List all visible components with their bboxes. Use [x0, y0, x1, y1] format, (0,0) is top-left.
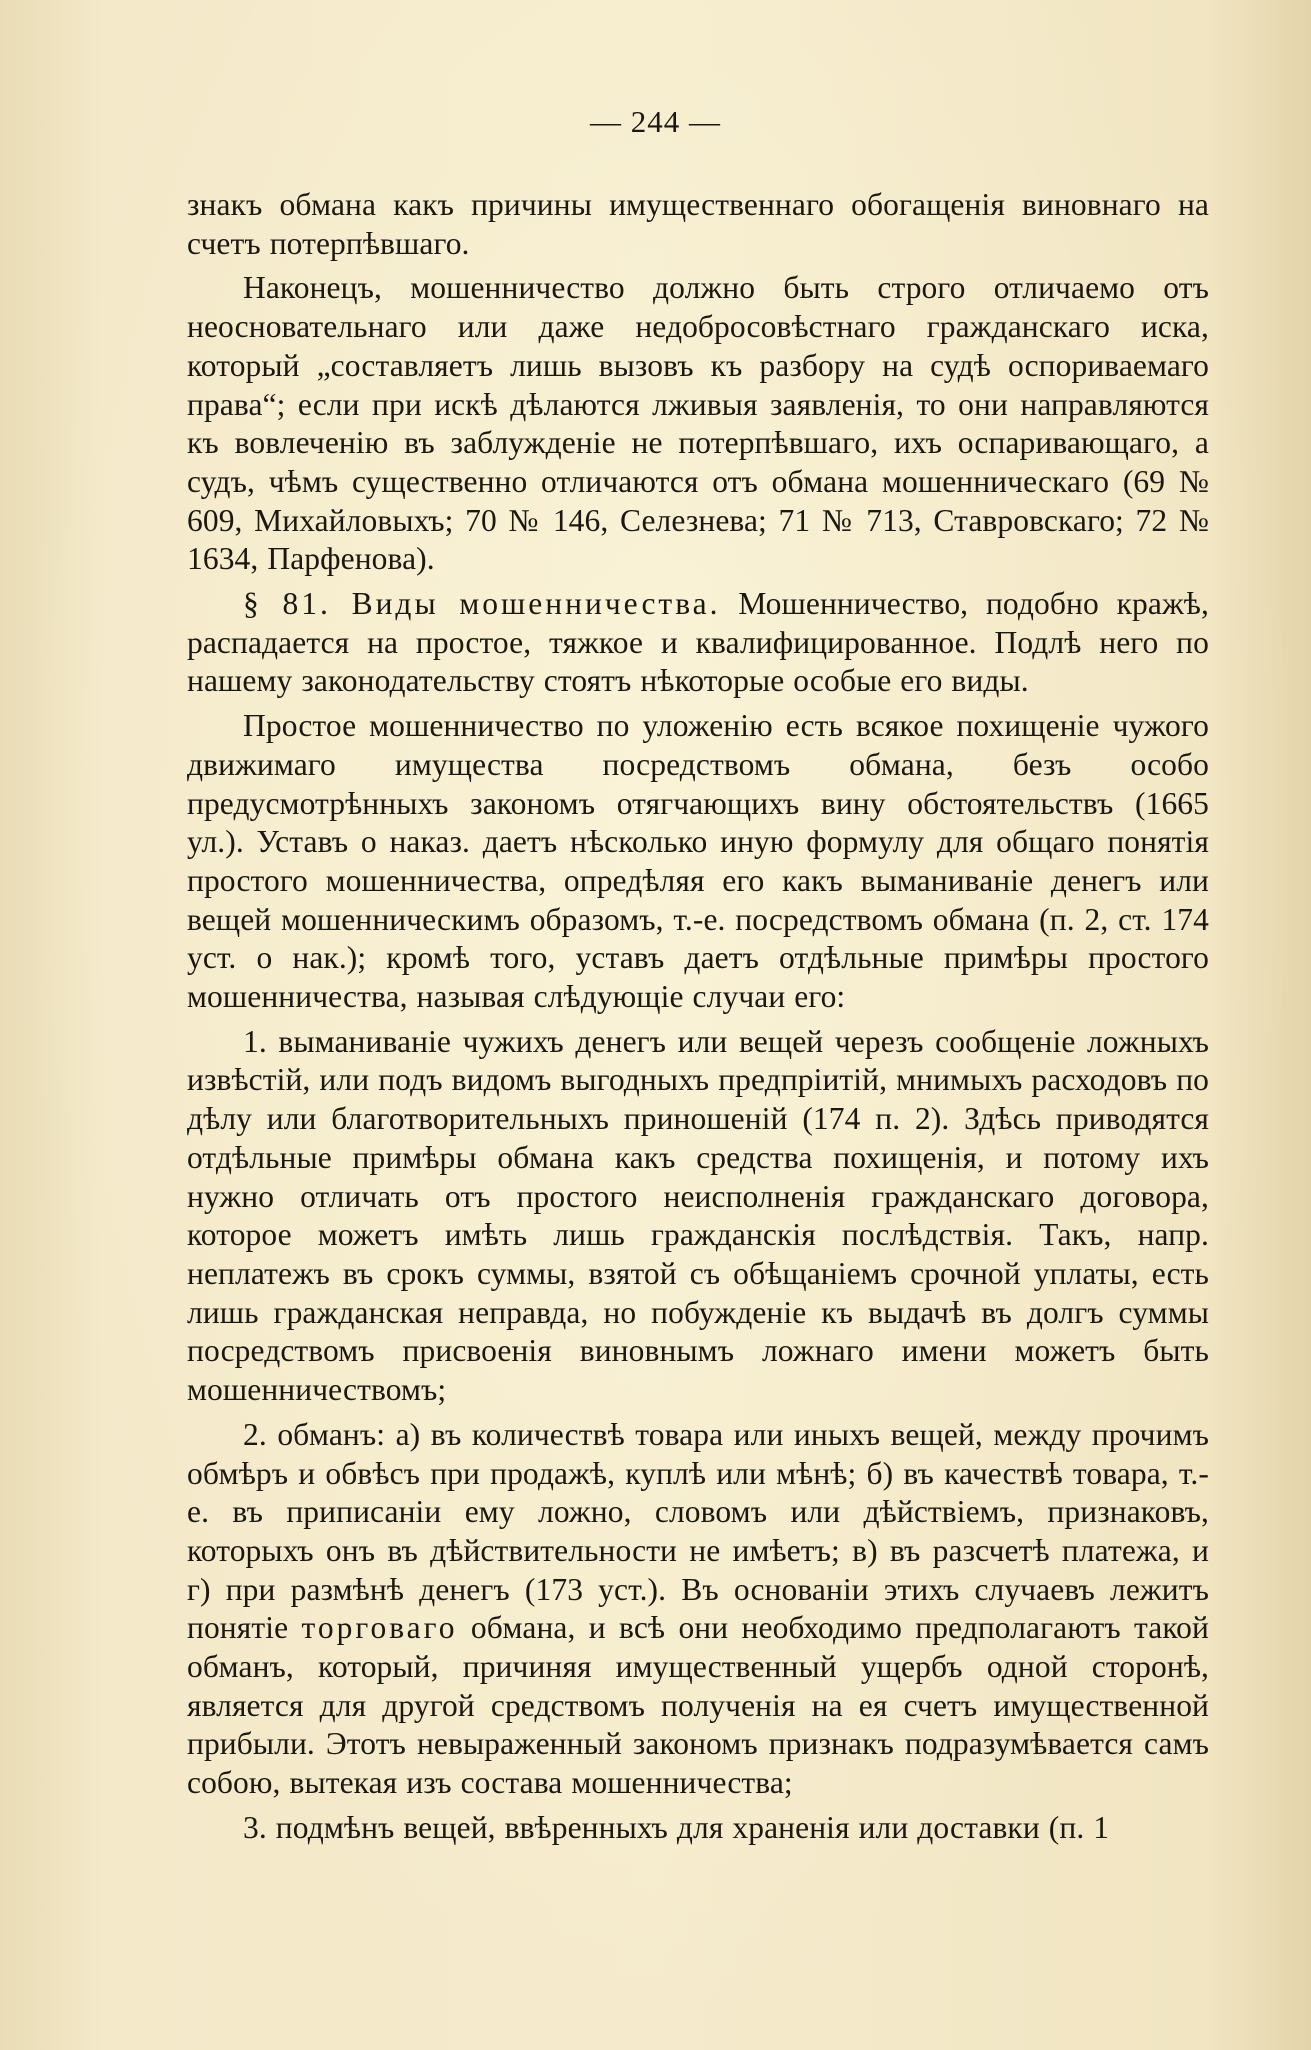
list-item: 3. подмѣнъ вещей, ввѣренныхъ для храненія или доставки (п. 1	[243, 1809, 1110, 1845]
page-number: — 244 —	[590, 104, 721, 139]
list-item: 1. выманиваніе чужихъ денегъ или вещей черезъ сообщеніе ложныхъ извѣстій, или подъ видомъ выгодныхъ предпріитій, мнимыхъ расходовъ по дѣлу или благотворительныхъ приношеній (174 п. 2). Здѣсь приводятся отдѣльные примѣры обмана какъ средства похищенія, и потому ихъ нужно отличать отъ простого неисполненія гражданскаго договора, которое можетъ имѣть лишь гражданскія послѣдствія. Такъ, напр. неплатежъ въ срокъ суммы, взятой съ обѣщаніемъ срочной уплаты, есть лишь гражданская неправда, но побужденіе къ выдачѣ въ долгъ суммы посредствомъ присвоенія виновнымъ ложнаго имени можетъ быть мошенничествомъ;	[187, 1023, 1209, 1408]
section-paragraph	[187, 585, 1209, 701]
list-item-text: 2. обманъ: а) въ количествѣ товара или иныхъ вещей, между прочимъ обмѣръ и обвѣсъ при продажѣ, куплѣ или мѣнѣ; б) въ качествѣ товара, т.-е. въ приписаніи ему ложно, словомъ или дѣйствіемъ, признаковъ, которыхъ онъ въ дѣйствительности не имѣетъ; в) въ разсчетѣ платежа, и г) при размѣнѣ денегъ (173 уст.). Въ основаніи этихъ случаевъ лежитъ понятіе	[187, 1416, 1209, 1646]
section-text: Мошенничество, подобно кражѣ, распадается на простое, тяжкое и квалифицированное. Подлѣ него по нашему законодательству стоятъ нѣкоторые особые его виды.	[187, 586, 1209, 699]
page-body	[187, 186, 1209, 1848]
paragraph: Наконецъ, мошенничество должно быть строго отличаемо отъ неосновательнаго или даже недобросовѣстнаго гражданскаго иска, который „составляетъ лишь вызовъ къ разбору на судѣ оспориваемаго права“; если при искѣ дѣлаются лживыя заявленія, то они направляются къ вовлеченію въ заблужденіе не потерпѣвшаго, ихъ оспаривающаго, а судъ, чѣмъ существенно отличаются отъ обмана мошенническаго (69 № 609, Михайловыхъ; 70 № 146, Селезнева; 71 № 713, Ставровскаго; 72 № 1634, Парфенова).	[187, 270, 1209, 577]
emphasized-term: торговаго	[301, 1610, 458, 1646]
paragraph: Простое мошенничество по уложенію есть всякое похищеніе чужого движимаго имущества посредствомъ обмана, безъ особо предусмотрѣнныхъ закономъ отягчающихъ вину обстоятельствъ (1665 ул.). Уставъ о наказ. даетъ нѣсколько иную формулу для общаго понятія простого мошенничества, опредѣляя его какъ выманиваніе денегъ или вещей мошенническимъ образомъ, т.-е. посредствомъ обмана (п. 2, ст. 174 уст. о нак.); кромѣ того, уставъ даетъ отдѣльные примѣры простого мошенничества, называя слѣдующіе случаи его:	[187, 708, 1209, 1015]
section-heading: § 81. Виды мошенничества.	[243, 586, 721, 622]
list-item-text: обмана, и всѣ они необходимо предполагаютъ такой обманъ, который, причиняя имущественный ущербъ одной сторонѣ, является для другой средствомъ полученія на ея счетъ имущественной прибыли. Этотъ невыраженный закономъ признакъ подразумѣвается самъ собою, вытекая изъ состава мошенничества;	[187, 1610, 1209, 1801]
paragraph: знакъ обмана какъ причины имущественнаго обогащенія виновнаго на счетъ потерпѣвшаго.	[187, 187, 1209, 261]
list-item	[187, 1416, 1209, 1803]
